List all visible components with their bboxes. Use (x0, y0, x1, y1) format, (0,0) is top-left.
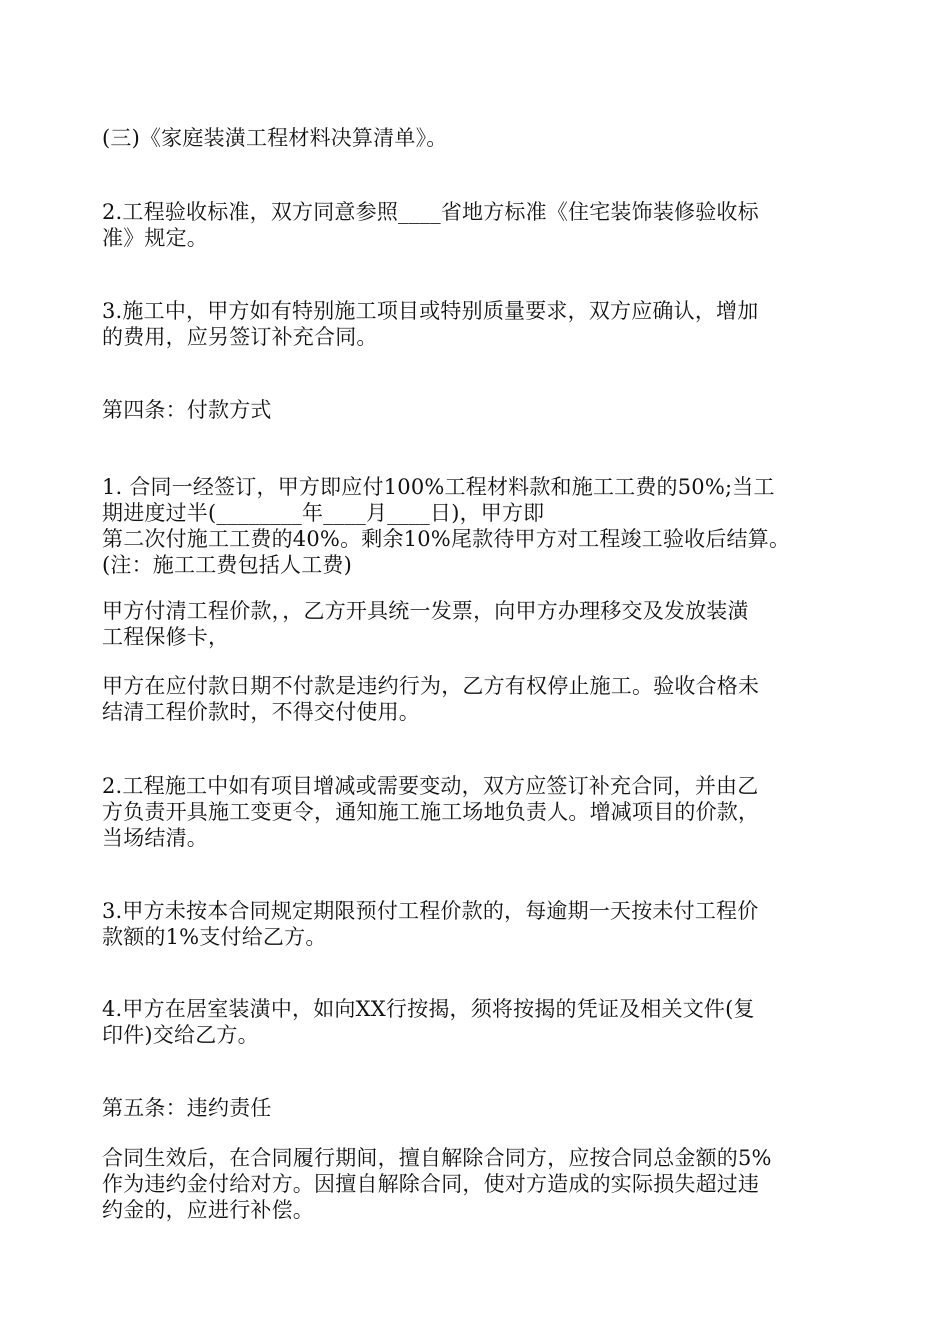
text-line: 第二次付施工工费的40%。剩余10%尾款待甲方对工程竣工验收后结算。 (102, 527, 791, 551)
text-line: 款额的1%支付给乙方。 (102, 925, 327, 949)
invoice-clause (102, 598, 872, 650)
materials-list-item (102, 125, 872, 151)
special-requirements-clause (102, 298, 872, 350)
overdue-penalty-clause (102, 898, 872, 950)
text-line: (注：施工工费包括人工费) (102, 553, 352, 577)
text-line: 方负责开具施工变更令，通知施工施工场地负责人。增减项目的价款， (102, 800, 760, 824)
text-line: 第五条：违约责任 (102, 1096, 272, 1120)
mortgage-clause (102, 996, 872, 1048)
text-line: 2.工程施工中如有项目增减或需要变动，双方应签订补充合同，并由乙 (102, 774, 759, 798)
text-line: 甲方付清工程价款，，乙方开具统一发票，向甲方办理移交及发放装潢 (102, 599, 749, 623)
text-line: 准》规定。 (102, 226, 208, 250)
text-line: 3.施工中，甲方如有特别施工项目或特别质量要求，双方应确认，增加 (102, 299, 759, 323)
text-line: 4.甲方在居室装潢中，如向XX行按揭，须将按揭的凭证及相关文件(复 (102, 997, 755, 1021)
text-line: 的费用，应另签订补充合同。 (102, 325, 378, 349)
text-line: 约金的，应进行补偿。 (102, 1198, 314, 1222)
section-heading-liability (102, 1095, 872, 1121)
late-payment-clause (102, 673, 872, 725)
text-line: 1. 合同一经签订，甲方即应付100%工程材料款和施工工费的50%;当工 (102, 475, 775, 499)
text-line: (三)《家庭装潢工程材料决算清单》。 (102, 126, 448, 150)
payment-schedule-clause (102, 474, 872, 578)
text-line: 甲方在应付款日期不付款是违约行为，乙方有权停止施工。验收合格未 (102, 674, 760, 698)
text-line: 当场结清。 (102, 826, 208, 850)
acceptance-standard-clause (102, 199, 872, 251)
section-heading-payment (102, 397, 872, 423)
text-line: 结清工程价款时，不得交付使用。 (102, 700, 420, 724)
text-line: 合同生效后，在合同履行期间，擅自解除合同方，应按合同总金额的5% (102, 1146, 772, 1170)
text-line: 第四条：付款方式 (102, 398, 272, 422)
text-line: 期进度过半(________年____月____日)，甲方即 (102, 501, 545, 525)
text-line: 作为违约金付给对方。因擅自解除合同，使对方造成的实际损失超过违 (102, 1172, 760, 1196)
text-line: 3.甲方未按本合同规定期限预付工程价款的，每逾期一天按未付工程价 (102, 899, 759, 923)
change-order-clause (102, 773, 872, 851)
text-line: 2.工程验收标准，双方同意参照____省地方标准《住宅装饰装修验收标 (102, 200, 759, 224)
text-line: 印件)交给乙方。 (102, 1023, 259, 1047)
text-line: 工程保修卡， (102, 625, 230, 649)
breach-clause (102, 1145, 872, 1223)
